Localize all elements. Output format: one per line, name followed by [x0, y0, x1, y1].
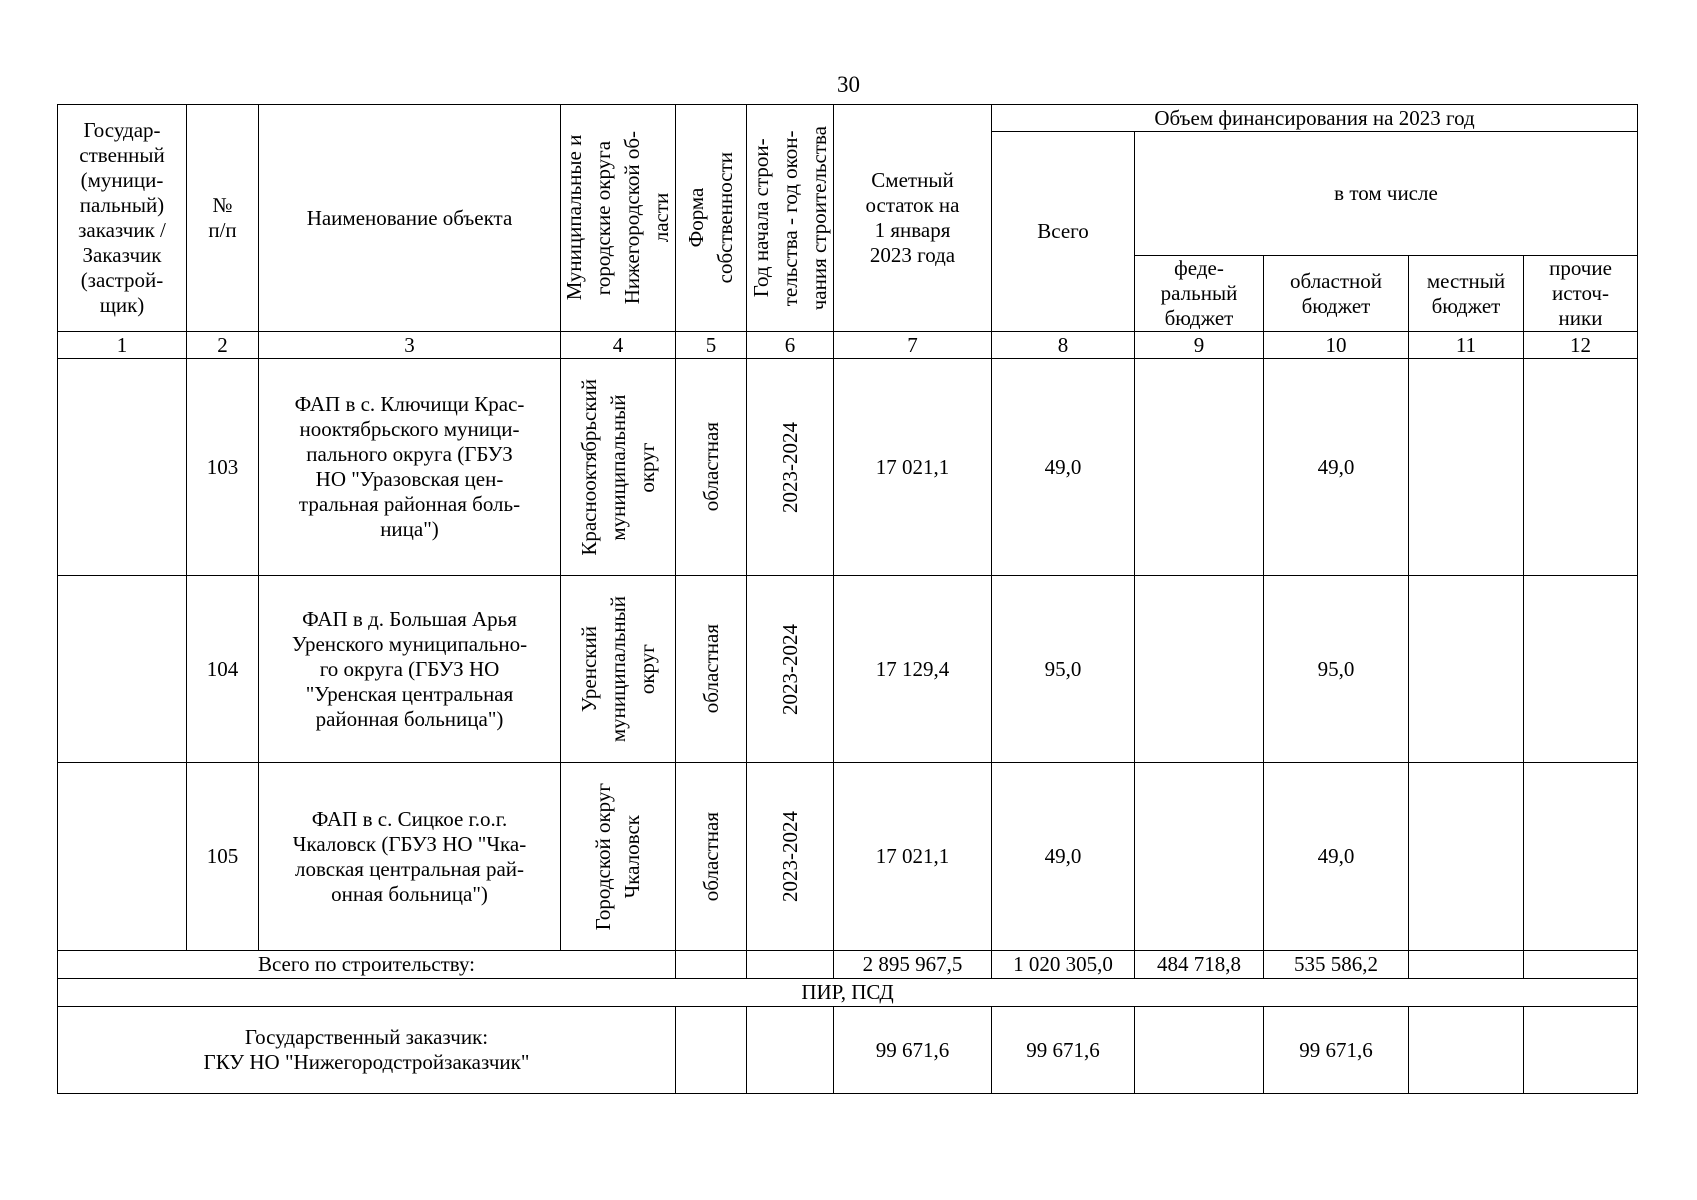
years: 2023-2024 — [747, 576, 834, 763]
customer-balance: 99 671,6 — [834, 1007, 992, 1094]
federal — [1135, 576, 1264, 763]
object-name: ФАП в д. Большая Арья Уренского муниципально- го округа (ГБУЗ НО "Уренская центральная районная больница") — [259, 576, 561, 763]
empty-cell — [747, 951, 834, 979]
ownership: областная — [676, 763, 747, 951]
table-row — [58, 576, 1638, 763]
total: 49,0 — [992, 763, 1135, 951]
column-number: 1 — [58, 332, 187, 359]
customer-label: Государственный заказчик: ГКУ НО "Нижегородстройзаказчик" — [58, 1007, 676, 1094]
federal — [1135, 763, 1264, 951]
years: 2023-2024 — [747, 763, 834, 951]
column-number: 2 — [187, 332, 259, 359]
ownership: областная — [676, 576, 747, 763]
empty-cell — [676, 951, 747, 979]
total-regional: 535 586,2 — [1264, 951, 1409, 979]
other — [1524, 576, 1638, 763]
other — [1524, 359, 1638, 576]
header-ownership: Форма собственности — [676, 105, 747, 332]
header-regional: областной бюджет — [1264, 256, 1409, 332]
ownership: областная — [676, 359, 747, 576]
row-number: 103 — [187, 359, 259, 576]
header-object-name: Наименование объекта — [259, 105, 561, 332]
customer-cell — [58, 359, 187, 576]
district: Уренский муниципальный округ — [561, 576, 676, 763]
customer-federal — [1135, 1007, 1264, 1094]
section-title: ПИР, ПСД — [58, 979, 1638, 1007]
column-numbers-row — [58, 332, 1638, 359]
empty-cell — [747, 1007, 834, 1094]
local — [1409, 359, 1524, 576]
row-number: 104 — [187, 576, 259, 763]
column-number: 5 — [676, 332, 747, 359]
balance: 17 129,4 — [834, 576, 992, 763]
column-number: 12 — [1524, 332, 1638, 359]
balance: 17 021,1 — [834, 763, 992, 951]
page-number: 30 — [837, 72, 860, 97]
header-other: прочие источ- ники — [1524, 256, 1638, 332]
header-customer: Государ- ственный (муници- пальный) заказчик / Заказчик (застрой- щик) — [58, 105, 187, 332]
header-balance: Сметный остаток на 1 января 2023 года — [834, 105, 992, 332]
local — [1409, 763, 1524, 951]
column-number: 9 — [1135, 332, 1264, 359]
column-number: 4 — [561, 332, 676, 359]
regional: 49,0 — [1264, 763, 1409, 951]
regional: 95,0 — [1264, 576, 1409, 763]
header-funding-group: Объем финансирования на 2023 год — [992, 105, 1638, 132]
local — [1409, 576, 1524, 763]
header-local: местный бюджет — [1409, 256, 1524, 332]
customer-row — [58, 1007, 1638, 1094]
object-name: ФАП в с. Сицкое г.о.г. Чкаловск (ГБУЗ НО "Чка- ловская центральная рай- онная больница") — [259, 763, 561, 951]
section-row — [58, 979, 1638, 1007]
header-total: Всего — [992, 132, 1135, 332]
empty-cell — [676, 1007, 747, 1094]
district: Городской округ Чкаловск — [561, 763, 676, 951]
table-row — [58, 359, 1638, 576]
total-federal: 484 718,8 — [1135, 951, 1264, 979]
column-number: 7 — [834, 332, 992, 359]
construction-total-label: Всего по строительству: — [58, 951, 676, 979]
customer-local — [1409, 1007, 1524, 1094]
district: Краснооктябрьский муниципальный округ — [561, 359, 676, 576]
customer-other — [1524, 1007, 1638, 1094]
header-years: Год начала строи- тельства - год окон- чания строительства — [747, 105, 834, 332]
header-including: в том числе — [1135, 132, 1638, 256]
column-number: 11 — [1409, 332, 1524, 359]
column-number: 3 — [259, 332, 561, 359]
customer-cell — [58, 576, 187, 763]
column-number: 8 — [992, 332, 1135, 359]
construction-total-row — [58, 951, 1638, 979]
total-other — [1524, 951, 1638, 979]
other — [1524, 763, 1638, 951]
financing-table — [57, 104, 1638, 1094]
years: 2023-2024 — [747, 359, 834, 576]
total-balance: 2 895 967,5 — [834, 951, 992, 979]
total: 49,0 — [992, 359, 1135, 576]
row-number: 105 — [187, 763, 259, 951]
total: 95,0 — [992, 576, 1135, 763]
total-all: 1 020 305,0 — [992, 951, 1135, 979]
balance: 17 021,1 — [834, 359, 992, 576]
table-row — [58, 763, 1638, 951]
regional: 49,0 — [1264, 359, 1409, 576]
object-name: ФАП в с. Ключищи Крас- нооктябрьского муници- пального округа (ГБУЗ НО "Уразовская цен- тральная районная боль- ница") — [259, 359, 561, 576]
column-number: 6 — [747, 332, 834, 359]
federal — [1135, 359, 1264, 576]
header-federal: феде- ральный бюджет — [1135, 256, 1264, 332]
header-district: Муниципальные и городские округа Нижегородской об- ласти — [561, 105, 676, 332]
total-local — [1409, 951, 1524, 979]
column-number: 10 — [1264, 332, 1409, 359]
header-number: № п/п — [187, 105, 259, 332]
customer-cell — [58, 763, 187, 951]
customer-regional: 99 671,6 — [1264, 1007, 1409, 1094]
customer-total: 99 671,6 — [992, 1007, 1135, 1094]
